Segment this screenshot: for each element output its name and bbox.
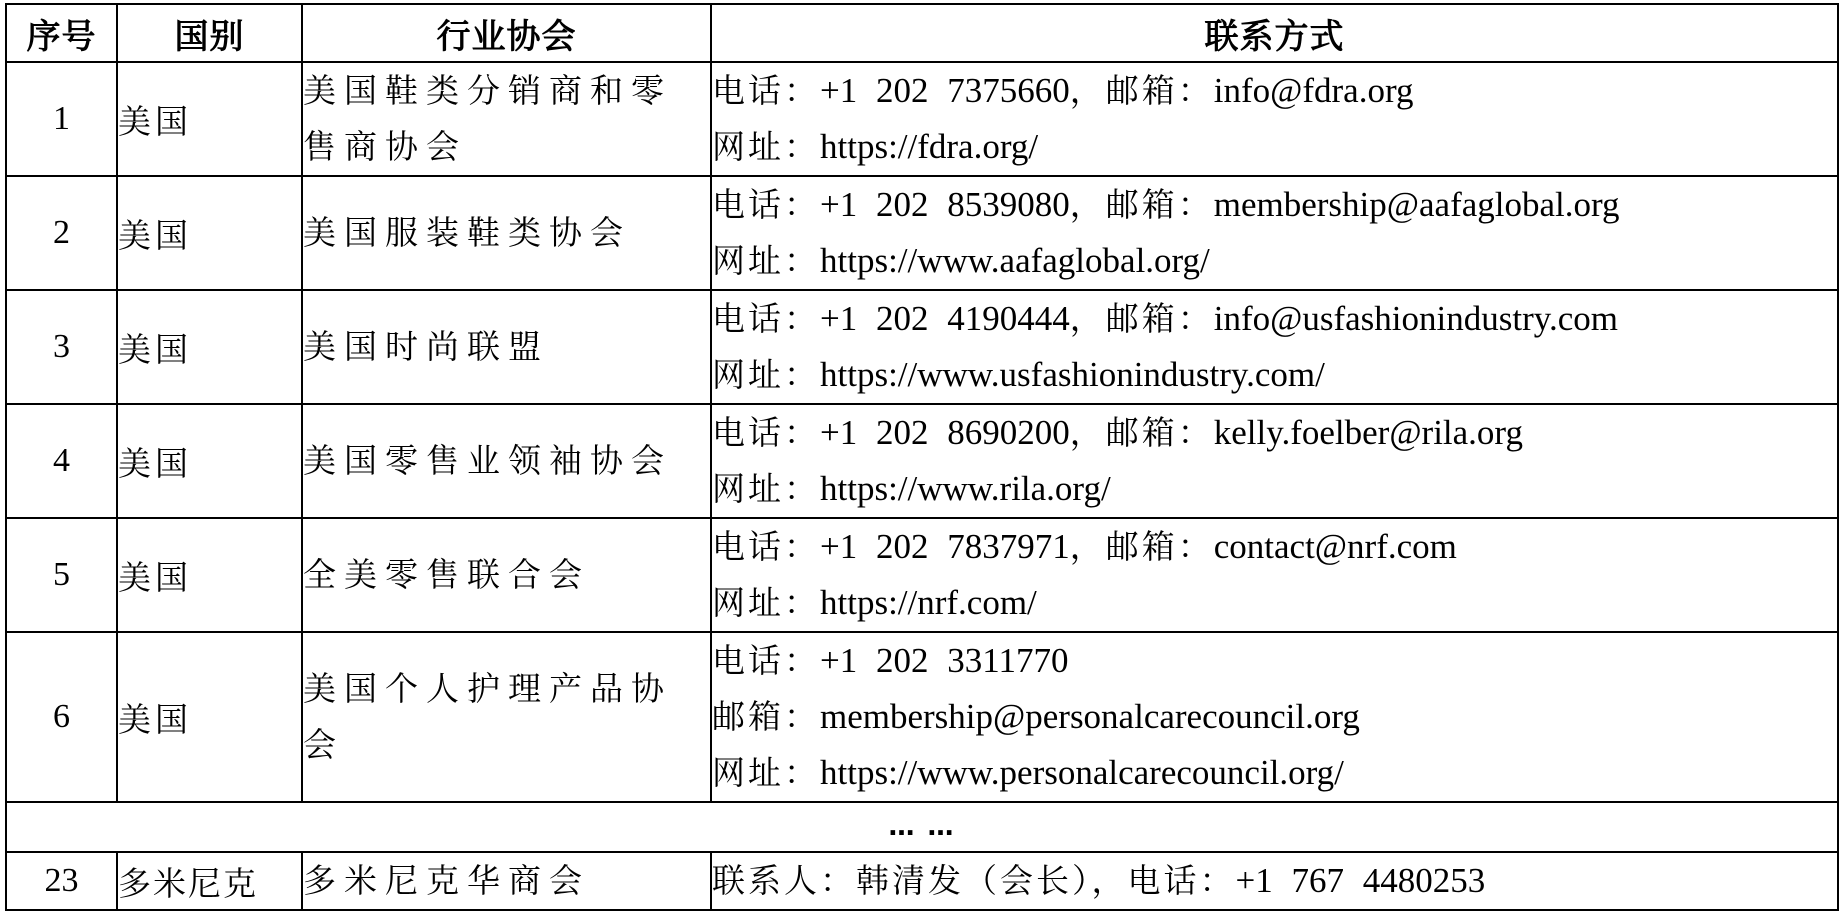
website-link[interactable]: https://www.personalcarecouncil.org/ xyxy=(820,753,1344,792)
phone-label: 电话： xyxy=(712,413,820,452)
header-country: 国别 xyxy=(117,4,302,62)
table-header-row xyxy=(6,4,1838,62)
phone-value: +1 202 8539080 xyxy=(820,185,1070,224)
website-label: 网址： xyxy=(712,469,820,508)
row-no: 6 xyxy=(6,632,117,802)
contact-line-phone-email xyxy=(712,291,1837,347)
email-label: 邮箱： xyxy=(1105,413,1214,452)
phone-label: 电话： xyxy=(712,185,820,224)
header-no: 序号 xyxy=(6,4,117,62)
row-no: 3 xyxy=(6,290,117,404)
table-row xyxy=(6,62,1838,176)
row-contact xyxy=(711,518,1838,632)
separator: ， xyxy=(1069,299,1106,338)
contact-line-website xyxy=(712,119,1837,175)
row-contact xyxy=(711,176,1838,290)
separator: ， xyxy=(1069,527,1106,566)
phone-value: +1 202 3311770 xyxy=(820,641,1069,680)
header-contact: 联系方式 xyxy=(711,4,1838,62)
phone-label: 电话： xyxy=(712,641,820,680)
email-label: 邮箱： xyxy=(1105,71,1214,110)
row-contact xyxy=(711,62,1838,176)
row-contact xyxy=(711,404,1838,518)
row-association: 美国零售业领袖协会 xyxy=(302,404,711,518)
table-row xyxy=(6,404,1838,518)
website-link[interactable]: https://www.aafaglobal.org/ xyxy=(820,241,1210,280)
email-label: 邮箱： xyxy=(1105,527,1214,566)
row-contact xyxy=(711,852,1838,910)
email-value[interactable]: info@usfashionindustry.com xyxy=(1213,299,1618,338)
phone-label: 电话： xyxy=(712,71,820,110)
row-no: 5 xyxy=(6,518,117,632)
website-link[interactable]: https://www.rila.org/ xyxy=(820,469,1111,508)
phone-label: 电话： xyxy=(712,299,820,338)
table-row xyxy=(6,852,1838,910)
phone-label: 电话： xyxy=(712,527,820,566)
separator: ， xyxy=(1069,71,1106,110)
row-association: 全美零售联合会 xyxy=(302,518,711,632)
website-label: 网址： xyxy=(712,127,820,166)
email-label: 邮箱： xyxy=(712,697,820,736)
row-no: 4 xyxy=(6,404,117,518)
row-country: 美国 xyxy=(117,290,302,404)
separator: ， xyxy=(1069,185,1106,224)
website-label: 网址： xyxy=(712,355,820,394)
table-row xyxy=(6,632,1838,802)
phone-value: +1 202 8690200 xyxy=(820,413,1070,452)
phone-label: 电话： xyxy=(1127,861,1236,900)
row-association: 多米尼克华商会 xyxy=(302,852,711,910)
contact-person-label: 联系人： xyxy=(712,861,856,900)
contact-line-website xyxy=(712,233,1837,289)
email-value[interactable]: contact@nrf.com xyxy=(1213,527,1457,566)
contact-line-phone xyxy=(712,633,1837,689)
separator: ， xyxy=(1091,861,1128,900)
association-contacts-table xyxy=(5,3,1839,911)
email-label: 邮箱： xyxy=(1105,299,1214,338)
contact-line-website xyxy=(712,745,1837,801)
contact-person-value: 韩清发（会长） xyxy=(856,861,1092,900)
row-country: 美国 xyxy=(117,404,302,518)
row-association: 美国鞋类分销商和零售商协会 xyxy=(302,62,711,176)
row-no: 23 xyxy=(6,852,117,910)
separator: ， xyxy=(1069,413,1106,452)
website-link[interactable]: https://nrf.com/ xyxy=(820,583,1037,622)
row-contact xyxy=(711,632,1838,802)
phone-value: +1 202 7375660 xyxy=(820,71,1070,110)
row-no: 1 xyxy=(6,62,117,176)
website-label: 网址： xyxy=(712,241,820,280)
website-label: 网址： xyxy=(712,583,820,622)
row-country: 美国 xyxy=(117,176,302,290)
row-country: 美国 xyxy=(117,518,302,632)
phone-value: +1 202 7837971 xyxy=(820,527,1070,566)
contact-line-phone-email xyxy=(712,63,1837,119)
row-association: 美国时尚联盟 xyxy=(302,290,711,404)
header-association: 行业协会 xyxy=(302,4,711,62)
website-label: 网址： xyxy=(712,753,820,792)
ellipsis-row xyxy=(6,802,1838,852)
website-link[interactable]: https://fdra.org/ xyxy=(820,127,1039,166)
phone-value: +1 202 4190444 xyxy=(820,299,1070,338)
table-row xyxy=(6,290,1838,404)
email-value[interactable]: membership@personalcarecouncil.org xyxy=(820,697,1360,736)
contact-line-website xyxy=(712,347,1837,403)
contact-line-email xyxy=(712,689,1837,745)
row-country: 美国 xyxy=(117,632,302,802)
row-no: 2 xyxy=(6,176,117,290)
row-contact xyxy=(711,290,1838,404)
row-association: 美国服装鞋类协会 xyxy=(302,176,711,290)
contact-line-website xyxy=(712,461,1837,517)
email-value[interactable]: membership@aafaglobal.org xyxy=(1213,185,1620,224)
email-value[interactable]: kelly.foelber@rila.org xyxy=(1213,413,1523,452)
table-row xyxy=(6,176,1838,290)
email-label: 邮箱： xyxy=(1105,185,1214,224)
phone-value: +1 767 4480253 xyxy=(1235,861,1486,900)
ellipsis: … … xyxy=(6,802,1838,852)
contact-line-phone-email xyxy=(712,177,1837,233)
website-link[interactable]: https://www.usfashionindustry.com/ xyxy=(820,355,1325,394)
row-country: 多米尼克 xyxy=(117,852,302,910)
contact-line-person-phone xyxy=(712,853,1837,909)
contact-line-website xyxy=(712,575,1837,631)
contact-line-phone-email xyxy=(712,405,1837,461)
email-value[interactable]: info@fdra.org xyxy=(1213,71,1414,110)
row-country: 美国 xyxy=(117,62,302,176)
row-association: 美国个人护理产品协会 xyxy=(302,632,711,802)
contact-line-phone-email xyxy=(712,519,1837,575)
table-row xyxy=(6,518,1838,632)
